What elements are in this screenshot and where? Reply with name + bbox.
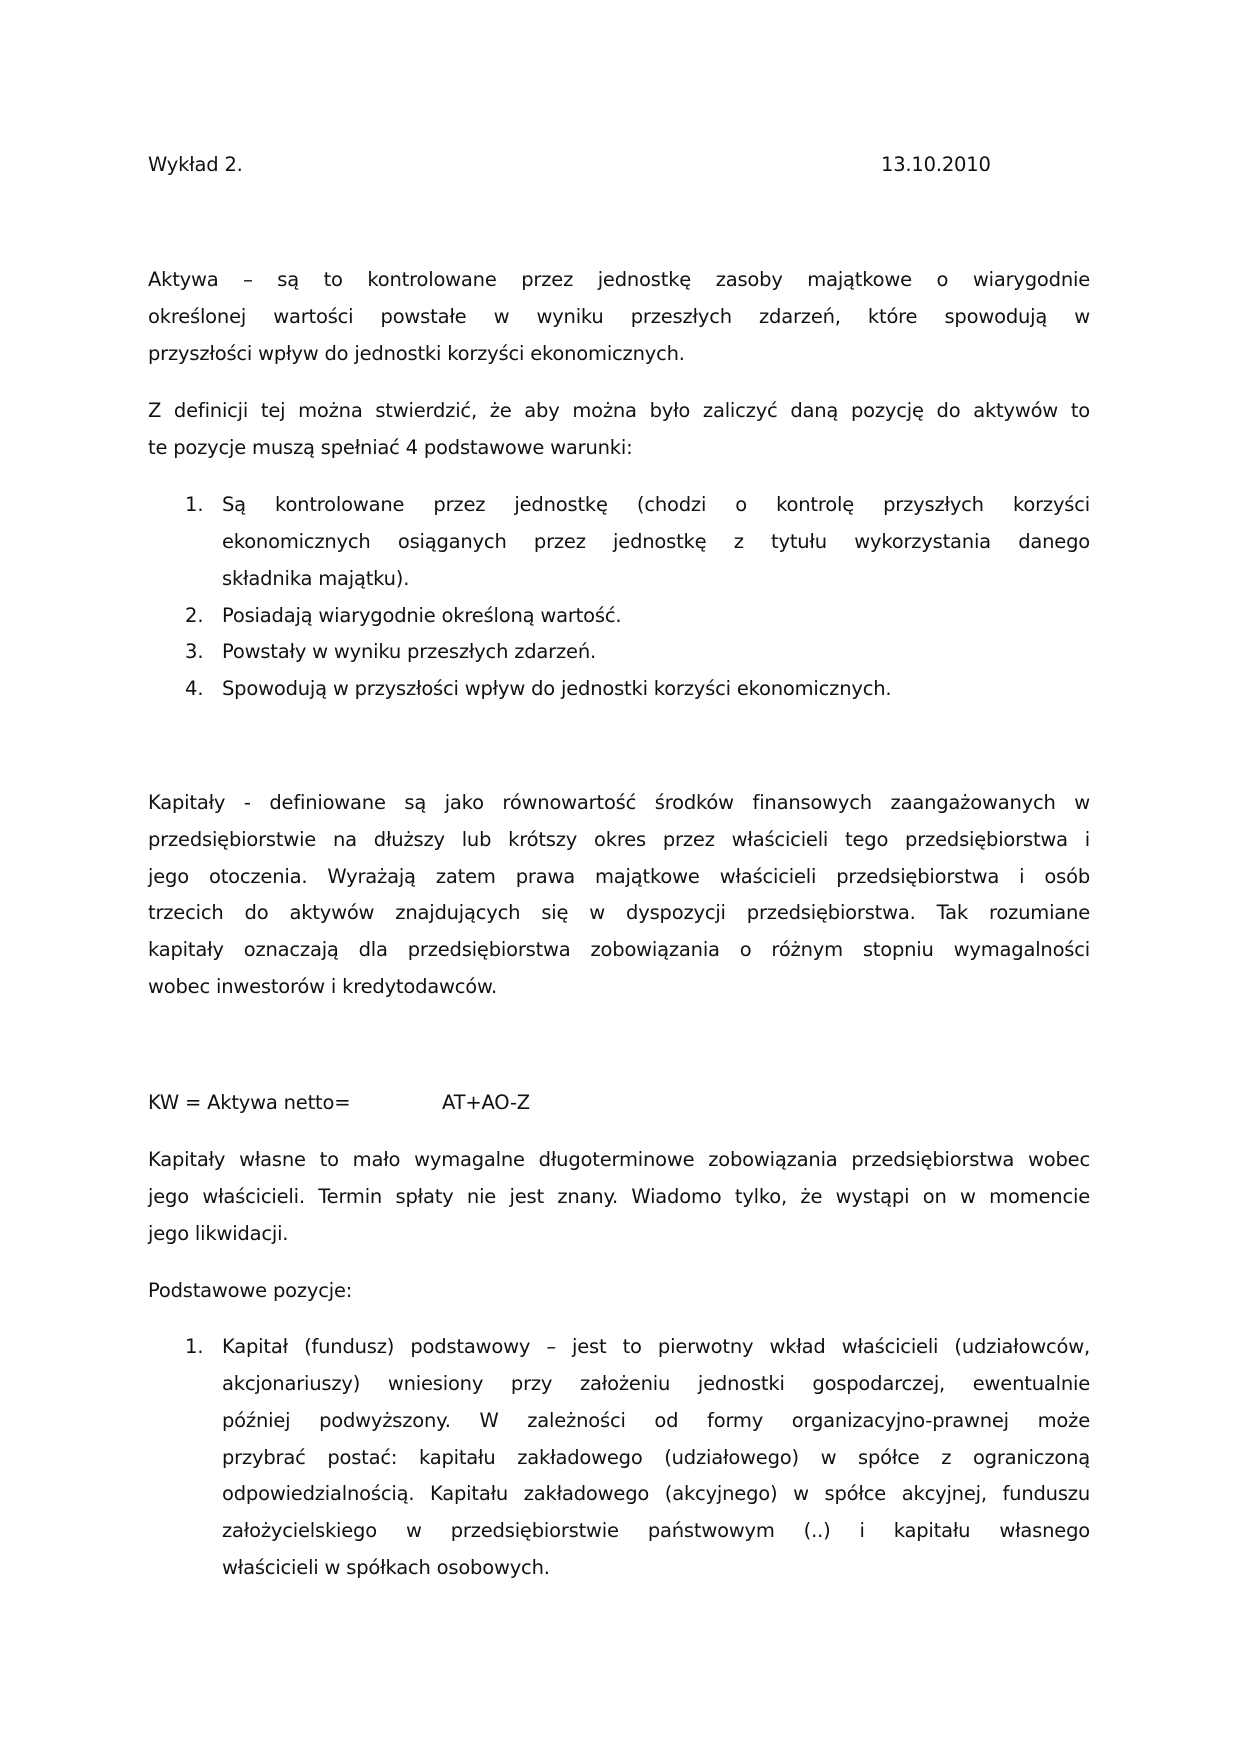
paragraph-line: Kapitały - definiowane są jako równowartość środków finansowych zaangażowanych w	[148, 791, 1090, 814]
list-number: 2.	[185, 604, 204, 627]
paragraph-line: określonej wartości powstałe w wyniku przeszłych zdarzeń, które spowodują w	[148, 305, 1090, 328]
lecture-title: Wykład 2.	[148, 153, 243, 176]
list-number: 1.	[185, 1335, 204, 1358]
formula-expression: AT+AO-Z	[442, 1091, 530, 1114]
list-line: Kapitał (fundusz) podstawowy – jest to pierwotny wkład właścicieli (udziałowców,	[222, 1335, 1090, 1358]
list-line: właścicieli w spółkach osobowych.	[222, 1556, 550, 1579]
paragraph-line: przyszłości wpływ do jednostki korzyści ekonomicznych.	[148, 342, 685, 365]
lecture-date: 13.10.2010	[881, 153, 991, 176]
list-line: Są kontrolowane przez jednostkę (chodzi o kontrolę przyszłych korzyści	[222, 493, 1090, 516]
list-line: akcjonariuszy) wniesiony przy założeniu jednostki gospodarczej, ewentualnie	[222, 1372, 1090, 1395]
paragraph-line: przedsiębiorstwie na dłuższy lub krótszy okres przez właścicieli tego przedsiębiorstwa i	[148, 828, 1090, 851]
paragraph-line: Z definicji tej można stwierdzić, że aby można było zaliczyć daną pozycję do aktywów to	[148, 399, 1090, 422]
paragraph-line: Kapitały własne to mało wymagalne długoterminowe zobowiązania przedsiębiorstwa wobec	[148, 1148, 1090, 1171]
list-number: 1.	[185, 493, 204, 516]
list-number: 3.	[185, 640, 204, 663]
list-number: 4.	[185, 677, 204, 700]
formula-label: KW = Aktywa netto=	[148, 1091, 351, 1114]
paragraph-line: kapitały oznaczają dla przedsiębiorstwa zobowiązania o różnym stopniu wymagalności	[148, 938, 1090, 961]
paragraph-line: wobec inwestorów i kredytodawców.	[148, 975, 497, 998]
section-heading: Podstawowe pozycje:	[148, 1279, 353, 1302]
list-line: odpowiedzialnością. Kapitału zakładowego (akcyjnego) w spółce akcyjnej, funduszu	[222, 1482, 1090, 1505]
list-line: składnika majątku).	[222, 567, 410, 590]
paragraph-line: jego likwidacji.	[148, 1222, 289, 1245]
list-line: założycielskiego w przedsiębiorstwie państwowym (..) i kapitału własnego	[222, 1519, 1090, 1542]
list-line: przybrać postać: kapitału zakładowego (udziałowego) w spółce z ograniczoną	[222, 1446, 1090, 1469]
paragraph-line: jego otoczenia. Wyrażają zatem prawa majątkowe właścicieli przedsiębiorstwa i osób	[148, 865, 1090, 888]
list-line: później podwyższony. W zależności od formy organizacyjno-prawnej może	[222, 1409, 1090, 1432]
list-line: ekonomicznych osiąganych przez jednostkę z tytułu wykorzystania danego	[222, 530, 1090, 553]
list-line: Posiadają wiarygodnie określoną wartość.	[222, 604, 622, 627]
paragraph-line: te pozycje muszą spełniać 4 podstawowe warunki:	[148, 436, 633, 459]
paragraph-line: trzecich do aktywów znajdujących się w dyspozycji przedsiębiorstwa. Tak rozumiane	[148, 901, 1090, 924]
list-line: Powstały w wyniku przeszłych zdarzeń.	[222, 640, 596, 663]
paragraph-line: jego właścicieli. Termin spłaty nie jest znany. Wiadomo tylko, że wystąpi on w momencie	[148, 1185, 1090, 1208]
list-line: Spowodują w przyszłości wpływ do jednostki korzyści ekonomicznych.	[222, 677, 892, 700]
paragraph-line: Aktywa – są to kontrolowane przez jednostkę zasoby majątkowe o wiarygodnie	[148, 268, 1090, 291]
